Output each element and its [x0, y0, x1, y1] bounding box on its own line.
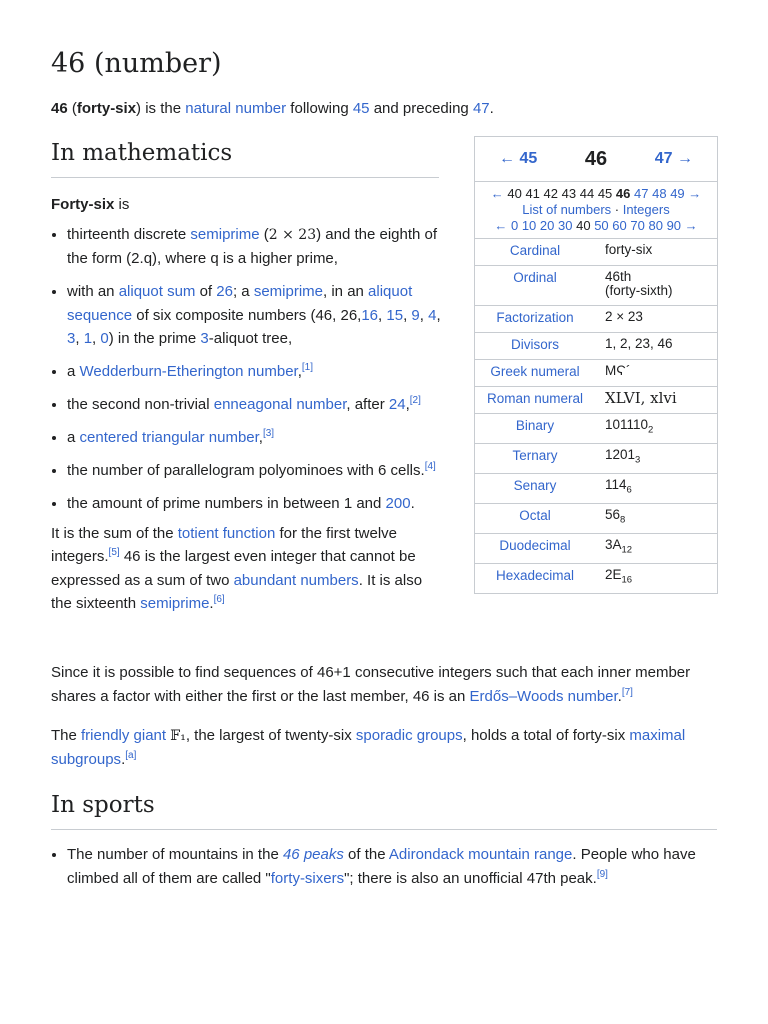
units-number[interactable]: 44 [579, 186, 595, 201]
infobox-row-divisors [475, 333, 717, 360]
text: , [436, 306, 441, 324]
units-left-arrow[interactable]: ← [490, 186, 504, 201]
tens-number[interactable]: 90 [666, 218, 682, 233]
text: a [67, 429, 80, 446]
lead-paragraph [51, 98, 711, 120]
infobox-value [595, 504, 717, 533]
text: , [258, 429, 263, 446]
link-0[interactable]: 0 [100, 330, 109, 347]
link-integers[interactable]: Integers [622, 202, 670, 217]
link-26[interactable]: 26 [216, 283, 233, 300]
section-heading-sports: In sports [51, 792, 717, 830]
infobox-row-octal [475, 504, 717, 534]
link-maximal-subgroups[interactable]: maximal subgroups [51, 727, 686, 768]
link-semiprime[interactable]: semiprime [140, 595, 210, 612]
value: 3A [605, 537, 622, 552]
list-links-row [477, 202, 715, 218]
base-subscript: 2 [648, 424, 654, 436]
units-row [477, 186, 715, 202]
footnote-a[interactable]: [a] [125, 750, 137, 761]
list-item [67, 426, 443, 450]
infobox-label-link[interactable]: Factorization [496, 310, 574, 325]
value: 101110 [605, 417, 649, 432]
text: of [195, 283, 217, 300]
infobox-row-factorization [475, 306, 717, 333]
reference-5[interactable]: [5] [108, 547, 120, 558]
link-adirondack-mountain-range[interactable]: Adirondack mountain range [388, 846, 573, 863]
page-title: 46 (number) [51, 48, 222, 79]
infobox-value: forty-six [605, 242, 653, 257]
text: The number of mountains in the [67, 846, 283, 863]
tens-number[interactable]: 30 [558, 218, 573, 233]
text: and preceding [369, 100, 473, 117]
tens-number-current: 40 [576, 218, 591, 233]
infobox-label-link[interactable]: Ternary [512, 448, 558, 463]
reference-2[interactable]: [2] [409, 395, 421, 406]
link-abundant-numbers[interactable]: abundant numbers [233, 571, 359, 589]
lead-bold-number: 46 [51, 100, 68, 117]
link-natural-number[interactable]: natural number [185, 100, 287, 117]
infobox-value [595, 474, 717, 503]
lead-bold-name: forty-six [76, 100, 137, 117]
infobox-value: 1, 2, 23, 46 [605, 336, 673, 351]
link-semiprime[interactable]: semiprime [253, 283, 324, 300]
text: . [489, 100, 494, 117]
friendly-giant-paragraph [51, 724, 721, 772]
ordinal-value-words: (forty-sixth) [605, 283, 673, 298]
reference-4[interactable]: [4] [424, 461, 436, 472]
link-9[interactable]: 9 [411, 306, 420, 324]
reference-1[interactable]: [1] [301, 362, 314, 373]
link-45[interactable]: 45 [352, 100, 370, 117]
section-heading-mathematics: In mathematics [51, 140, 439, 178]
reference-9[interactable]: [9] [596, 869, 608, 880]
math-expression: 2 × 23 [268, 226, 317, 243]
tens-number[interactable]: 60 [612, 218, 627, 233]
text: Since it is possible to find sequences of 46+1 consecutive integers such that each inner member shares a factor with either the first or the last member, 46 is an [51, 664, 691, 705]
infobox-row-greek-numeral [475, 360, 717, 387]
text: , [297, 363, 302, 380]
value: 114 [605, 477, 627, 492]
text: , [75, 330, 84, 347]
list-item [67, 223, 443, 271]
link-semiprime[interactable]: semiprime [190, 225, 260, 243]
text: the number of parallelogram polyominoes with 6 cells. [67, 462, 425, 479]
text: with an [67, 283, 119, 300]
text: is [114, 196, 130, 213]
text: , in an [323, 283, 369, 300]
link-200[interactable]: 200 [385, 495, 411, 512]
reference-7[interactable]: [7] [621, 687, 633, 698]
text: "; there is also an unofficial 47th peak. [344, 870, 597, 887]
text: ) and the eighth of the form (2.q), where q is a higher prime, [67, 225, 438, 267]
text: , after [346, 396, 389, 413]
text: It is the sum of the [51, 524, 178, 542]
erdos-woods-paragraph [51, 661, 721, 709]
sports-list [51, 843, 737, 891]
infobox-value: 2 × 23 [605, 309, 643, 324]
text: the amount of prime numbers in between 1 and [67, 495, 386, 512]
units-number[interactable]: 48 [652, 186, 667, 201]
tens-number[interactable]: 10 [521, 218, 537, 233]
infobox-value: ΜϚ´ [605, 363, 631, 378]
infobox-row-ternary [475, 444, 717, 474]
link-friendly-giant[interactable]: friendly giant [81, 727, 167, 744]
text: , [403, 306, 412, 324]
infobox-label-link[interactable]: Roman numeral [486, 391, 584, 406]
math-expression: 𝔽₁ [170, 728, 186, 744]
list-item [67, 843, 737, 891]
value: 2E [605, 567, 622, 582]
text: the second non-trivial [67, 396, 214, 413]
infobox-label-link[interactable]: Ordinal [513, 270, 557, 285]
text: The [51, 727, 82, 744]
units-number-current: 46 [615, 186, 631, 201]
prev-number-link[interactable]: ← 45 [499, 150, 538, 167]
link-1[interactable]: 1 [83, 330, 93, 347]
tens-row [477, 218, 715, 234]
reference-6[interactable]: [6] [213, 594, 225, 605]
infobox-row-binary [475, 414, 717, 444]
link-totient-function[interactable]: totient function [177, 524, 276, 542]
list-item [67, 459, 443, 483]
tens-number[interactable]: 50 [594, 218, 609, 233]
base-subscript: 16 [621, 574, 633, 586]
text: ) in the prime [108, 330, 201, 347]
link-3-aliquot[interactable]: 3 [200, 330, 209, 347]
infobox-label-link[interactable]: Divisors [510, 337, 559, 352]
infobox-label-link[interactable]: Senary [513, 478, 557, 493]
infobox-value [595, 564, 717, 593]
infobox-row-senary [475, 474, 717, 504]
link-erdos-woods-number[interactable]: Erdős–Woods number [469, 688, 618, 705]
infobox-label-link[interactable]: Cardinal [509, 243, 561, 258]
base-subscript: 6 [626, 484, 632, 496]
reference-3[interactable]: [3] [262, 428, 275, 439]
text: thirteenth discrete [67, 225, 191, 243]
infobox-label-link[interactable]: Binary [515, 418, 555, 433]
text: of the [343, 846, 389, 863]
text: ( [259, 225, 269, 243]
units-number[interactable]: 47 [634, 186, 649, 201]
text: ( [67, 100, 77, 117]
infobox-value [595, 266, 717, 305]
units-number[interactable]: 40 [507, 186, 522, 201]
text: following [286, 100, 353, 117]
units-right-arrow[interactable]: → [688, 186, 702, 201]
text: of six composite numbers (46, 26, [132, 306, 362, 324]
list-item [67, 360, 443, 384]
units-number[interactable]: 41 [525, 186, 540, 201]
infobox-number-navigation [475, 182, 717, 239]
tens-number[interactable]: 80 [648, 218, 663, 233]
infobox-value [595, 534, 717, 563]
text: , [419, 306, 429, 324]
units-number[interactable]: 45 [597, 186, 613, 201]
tens-left-arrow[interactable]: ← [494, 218, 508, 233]
link-15[interactable]: 15 [386, 306, 404, 324]
math-intro [51, 193, 443, 217]
text: , [405, 396, 410, 413]
list-item [67, 280, 443, 351]
current-number: 46 [584, 147, 608, 170]
infobox-row-cardinal [475, 239, 717, 266]
base-subscript: 8 [620, 514, 626, 526]
infobox-row-duodecimal [475, 534, 717, 564]
units-number[interactable]: 43 [561, 186, 577, 201]
link-sporadic-groups[interactable]: sporadic groups [355, 727, 463, 744]
infobox-row-roman-numeral [475, 387, 717, 414]
text: , [378, 306, 387, 324]
infobox-label-link[interactable]: Octal [519, 508, 551, 523]
infobox-value [595, 444, 717, 473]
link-centered-triangular[interactable]: centered triangular number [79, 429, 259, 446]
text: a [67, 363, 80, 380]
link-aliquot-sum[interactable]: aliquot sum [118, 283, 196, 300]
link-aliquot-sequence[interactable]: aliquot sequence [67, 283, 413, 324]
tens-right-arrow[interactable]: → [684, 218, 698, 233]
base-subscript: 3 [635, 454, 641, 466]
link-4[interactable]: 4 [428, 306, 437, 324]
units-number[interactable]: 42 [543, 186, 558, 201]
infobox-row-ordinal [475, 266, 717, 306]
totient-paragraph [51, 522, 443, 616]
text: , [92, 330, 101, 347]
link-forty-sixers[interactable]: forty-sixers [270, 870, 345, 887]
mathematics-section [51, 193, 443, 616]
link-3[interactable]: 3 [67, 330, 76, 347]
text: . People who have climbed all of them are called " [67, 846, 696, 887]
tens-number[interactable]: 20 [539, 218, 555, 233]
number-infobox [474, 136, 718, 594]
infobox-value [595, 414, 717, 443]
link-16[interactable]: 16 [361, 306, 379, 324]
list-item [67, 492, 443, 516]
text: . [410, 495, 415, 512]
link-enneagonal-number[interactable]: enneagonal number [213, 396, 347, 413]
link-wedderburn-etherington[interactable]: Wedderburn-Etherington number [79, 363, 298, 380]
value: 1201 [605, 447, 636, 462]
text: . It is also the sixteenth [51, 571, 423, 612]
text: for the first twelve integers. [51, 524, 398, 565]
value: 56 [605, 507, 621, 522]
text: ) is the [136, 100, 186, 117]
link-24[interactable]: 24 [388, 396, 406, 413]
text: . [209, 595, 214, 612]
base-subscript: 12 [621, 544, 633, 556]
separator: · [611, 202, 623, 217]
math-facts-list [51, 223, 443, 516]
units-number[interactable]: 49 [670, 186, 685, 201]
text: , holds a total of forty-six [462, 727, 630, 744]
link-46-peaks[interactable]: 46 peaks [282, 846, 344, 863]
infobox-label-link[interactable]: Greek numeral [490, 364, 580, 379]
link-47[interactable]: 47 [472, 100, 490, 117]
text: -aliquot tree, [208, 330, 293, 347]
link-list-of-numbers[interactable]: List of numbers [522, 202, 612, 217]
intro-bold: Forty-six [51, 196, 115, 213]
text: , the largest of twenty-six [185, 727, 356, 744]
text: . [617, 688, 622, 705]
infobox-row-hexadecimal [475, 564, 717, 593]
text: ; a [232, 283, 254, 300]
tens-number[interactable]: 70 [630, 218, 645, 233]
text: 46 is the largest even integer that cannot be expressed as a sum of two [51, 548, 416, 589]
text: . [121, 751, 126, 768]
infobox-value: XLVI, xlvi [605, 389, 677, 407]
list-item [67, 393, 443, 417]
tens-number[interactable]: 0 [510, 218, 519, 233]
infobox-label-link[interactable]: Hexadecimal [495, 568, 575, 583]
infobox-nav [475, 137, 717, 182]
next-number-link[interactable]: 47 → [654, 150, 693, 167]
ordinal-value: 46th [605, 269, 632, 284]
infobox-label-link[interactable]: Duodecimal [499, 538, 571, 553]
